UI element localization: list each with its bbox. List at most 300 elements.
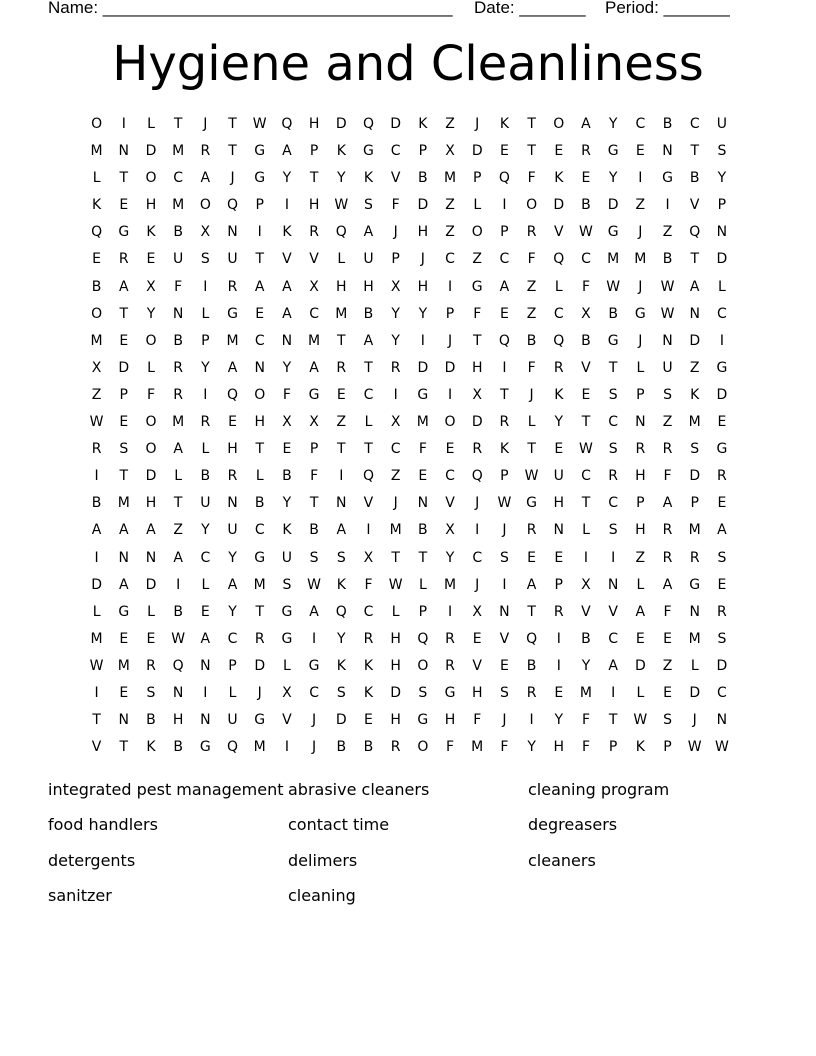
grid-letter[interactable]: E [119,414,129,431]
grid-letter[interactable]: I [502,197,507,214]
grid-letter[interactable]: G [634,305,646,322]
grid-letter[interactable]: Q [553,251,565,268]
grid-letter[interactable]: Y [581,657,591,674]
grid-letter[interactable]: E [119,197,129,214]
grid-letter[interactable]: N [172,684,184,701]
grid-letter[interactable]: K [282,224,292,241]
grid-letter[interactable]: G [607,224,619,241]
grid-letter[interactable]: G [118,224,130,241]
grid-letter[interactable]: X [472,386,483,403]
grid-letter[interactable]: J [638,278,643,295]
grid-letter[interactable]: E [499,657,509,674]
grid-letter[interactable]: T [364,441,373,458]
grid-letter[interactable]: M [172,143,185,160]
grid-letter[interactable]: G [118,603,130,620]
grid-letter[interactable]: E [554,684,564,701]
grid-letter[interactable]: B [173,332,183,349]
grid-letter[interactable]: R [717,468,727,485]
grid-letter[interactable]: W [687,739,702,756]
grid-letter[interactable]: V [390,170,401,187]
date-field[interactable]: Date: _______ [474,0,586,17]
grid-letter[interactable]: C [553,305,564,322]
grid-letter[interactable]: A [363,332,374,349]
grid-letter[interactable]: A [118,278,129,295]
grid-letter[interactable]: X [146,278,156,295]
grid-letter[interactable]: Y [146,305,156,322]
grid-letter[interactable]: X [91,359,102,376]
grid-letter[interactable]: V [282,251,292,268]
grid-letter[interactable]: E [581,386,591,403]
grid-letter[interactable]: D [444,359,456,376]
grid-letter[interactable]: P [663,739,672,756]
grid-letter[interactable]: H [635,522,646,539]
grid-letter[interactable]: Y [228,603,237,620]
grid-letter[interactable]: A [635,603,646,620]
grid-letter[interactable]: I [94,468,99,485]
grid-letter[interactable]: A [227,576,238,593]
grid-letter[interactable]: M [688,414,701,431]
grid-letter[interactable]: Q [281,116,293,132]
grid-letter[interactable]: I [284,197,289,214]
grid-letter[interactable]: N [499,603,510,620]
grid-letter[interactable]: O [91,305,103,322]
grid-letter[interactable]: B [662,251,673,268]
grid-letter[interactable]: N [145,549,157,566]
grid-letter[interactable]: B [200,468,211,485]
grid-letter[interactable]: E [499,143,509,160]
grid-letter[interactable]: O [417,739,429,756]
grid-letter[interactable]: N [417,495,429,512]
grid-letter[interactable]: T [581,414,591,431]
grid-letter[interactable]: H [172,712,184,729]
grid-letter[interactable]: F [527,359,536,376]
grid-letter[interactable]: V [553,224,564,241]
grid-letter[interactable]: X [282,684,292,701]
grid-letter[interactable]: G [716,441,728,458]
grid-letter[interactable]: F [310,468,319,485]
grid-letter[interactable]: T [527,603,536,620]
grid-letter[interactable]: H [227,441,238,458]
grid-letter[interactable]: D [716,386,728,403]
grid-letter[interactable]: I [719,332,724,349]
grid-letter[interactable]: R [173,386,184,403]
grid-letter[interactable]: L [92,170,101,187]
grid-letter[interactable]: R [526,224,537,241]
grid-letter[interactable]: U [227,712,238,729]
grid-letter[interactable]: B [91,278,102,295]
grid-letter[interactable]: G [254,143,266,160]
grid-letter[interactable]: J [475,576,480,593]
grid-letter[interactable]: V [363,495,374,512]
grid-letter[interactable]: T [608,712,618,729]
grid-letter[interactable]: K [363,684,374,701]
grid-letter[interactable]: N [281,332,293,349]
grid-letter[interactable]: L [473,197,482,214]
grid-letter[interactable]: E [717,495,727,512]
grid-letter[interactable]: E [336,386,346,403]
grid-letter[interactable]: V [91,739,102,756]
grid-letter[interactable]: X [200,224,211,241]
grid-letter[interactable]: C [717,684,727,701]
grid-letter[interactable]: P [309,143,319,160]
grid-letter[interactable]: M [389,522,402,539]
grid-letter[interactable]: K [282,522,292,539]
grid-letter[interactable]: B [91,495,102,512]
grid-letter[interactable]: C [689,116,700,132]
grid-letter[interactable]: I [665,197,670,214]
grid-letter[interactable]: E [663,684,672,701]
grid-letter[interactable]: W [714,739,729,756]
grid-letter[interactable]: L [147,359,155,376]
grid-letter[interactable]: H [417,224,429,241]
grid-letter[interactable]: Y [418,305,428,322]
grid-letter[interactable]: S [336,549,346,566]
grid-letter[interactable]: P [119,386,128,403]
name-field[interactable]: Name: _____________________________________ [48,0,453,17]
grid-letter[interactable]: P [228,657,237,674]
grid-letter[interactable]: E [418,468,428,485]
grid-letter[interactable]: T [690,251,699,268]
grid-letter[interactable]: T [255,441,264,458]
grid-letter[interactable]: K [499,441,509,458]
grid-letter[interactable]: N [227,495,238,512]
grid-letter[interactable]: K [499,116,509,132]
grid-letter[interactable]: I [529,712,534,729]
grid-letter[interactable]: G [199,739,211,756]
grid-letter[interactable]: L [147,603,155,620]
grid-letter[interactable]: A [118,522,129,539]
grid-letter[interactable]: N [716,712,728,729]
grid-letter[interactable]: X [581,576,591,593]
grid-letter[interactable]: X [363,549,374,566]
grid-letter[interactable]: I [393,386,398,403]
grid-letter[interactable]: H [553,495,565,512]
grid-letter[interactable]: E [472,630,482,647]
grid-letter[interactable]: Z [445,224,455,241]
grid-letter[interactable]: Y [282,495,292,512]
grid-letter[interactable]: D [390,116,402,132]
grid-letter[interactable]: G [254,170,266,187]
grid-letter[interactable]: E [554,143,564,160]
grid-letter[interactable]: O [145,332,157,349]
grid-letter[interactable]: O [417,657,429,674]
grid-letter[interactable]: J [312,712,317,729]
grid-letter[interactable]: R [445,630,455,647]
grid-letter[interactable]: Q [417,630,429,647]
grid-letter[interactable]: Z [390,468,401,485]
grid-letter[interactable]: W [89,414,104,431]
grid-letter[interactable]: F [446,739,455,756]
grid-letter[interactable]: J [638,332,643,349]
grid-letter[interactable]: W [633,712,648,729]
grid-letter[interactable]: S [146,684,156,701]
grid-letter[interactable]: R [336,359,347,376]
grid-letter[interactable]: F [146,386,155,403]
grid-letter[interactable]: E [527,549,537,566]
grid-letter[interactable]: Y [201,522,210,539]
grid-letter[interactable]: Q [335,603,347,620]
grid-letter[interactable]: H [145,495,157,512]
grid-letter[interactable]: Q [498,170,510,187]
grid-letter[interactable]: C [472,549,483,566]
grid-letter[interactable]: E [119,332,129,349]
grid-letter[interactable]: R [717,603,727,620]
grid-letter[interactable]: S [608,522,618,539]
grid-letter[interactable]: F [663,468,672,485]
grid-letter[interactable]: Z [472,251,483,268]
grid-letter[interactable]: P [255,197,264,214]
grid-letter[interactable]: A [91,522,102,539]
grid-letter[interactable]: V [499,630,510,647]
grid-letter[interactable]: V [309,251,319,268]
grid-letter[interactable]: U [200,495,211,512]
grid-letter[interactable]: E [146,630,156,647]
grid-letter[interactable]: B [689,170,700,187]
grid-letter[interactable]: Z [526,278,537,295]
grid-letter[interactable]: J [420,251,425,268]
grid-letter[interactable]: B [363,305,374,322]
grid-letter[interactable]: F [473,712,482,729]
grid-letter[interactable]: P [608,739,618,756]
grid-letter[interactable]: G [281,630,293,647]
grid-letter[interactable]: M [443,170,457,187]
grid-letter[interactable]: R [608,468,619,485]
grid-letter[interactable]: Z [662,224,673,241]
grid-letter[interactable]: F [581,278,590,295]
grid-letter[interactable]: Q [362,116,374,132]
grid-letter[interactable]: H [417,278,429,295]
grid-letter[interactable]: J [475,116,480,132]
grid-letter[interactable]: U [227,522,238,539]
grid-letter[interactable]: T [608,359,618,376]
grid-letter[interactable]: P [636,386,645,403]
grid-letter[interactable]: W [579,441,593,458]
grid-letter[interactable]: O [526,197,538,214]
grid-letter[interactable]: C [254,522,265,539]
grid-letter[interactable]: F [418,441,427,458]
grid-letter[interactable]: I [611,684,616,701]
grid-letter[interactable]: C [608,414,619,431]
grid-letter[interactable]: D [716,657,728,674]
grid-letter[interactable]: Z [662,414,673,431]
grid-letter[interactable]: U [173,251,184,268]
grid-letter[interactable]: W [660,305,675,322]
grid-letter[interactable]: E [146,251,156,268]
grid-letter[interactable]: J [529,386,534,403]
grid-letter[interactable]: S [200,251,210,268]
grid-letter[interactable]: H [553,739,565,756]
grid-letter[interactable]: W [307,576,322,593]
grid-letter[interactable]: R [390,739,401,756]
grid-letter[interactable]: T [418,549,428,566]
grid-letter[interactable]: I [420,332,425,349]
grid-letter[interactable]: C [499,251,510,268]
grid-letter[interactable]: G [254,712,266,729]
grid-letter[interactable]: A [173,441,183,458]
grid-letter[interactable]: N [118,143,130,160]
grid-letter[interactable]: R [526,522,537,539]
grid-letter[interactable]: R [390,359,401,376]
grid-letter[interactable]: L [201,576,210,593]
grid-letter[interactable]: T [527,441,536,458]
grid-letter[interactable]: K [363,657,374,674]
grid-letter[interactable]: M [226,332,239,349]
grid-letter[interactable]: D [417,197,429,214]
grid-letter[interactable]: A [282,143,292,160]
grid-letter[interactable]: L [690,657,699,674]
grid-letter[interactable]: U [716,116,728,132]
grid-letter[interactable]: C [608,495,619,512]
grid-letter[interactable]: R [635,441,646,458]
grid-letter[interactable]: M [634,251,647,268]
grid-letter[interactable]: S [119,441,129,458]
grid-letter[interactable]: P [500,224,509,241]
grid-letter[interactable]: T [119,305,129,322]
grid-letter[interactable]: K [146,224,156,241]
grid-letter[interactable]: V [472,657,482,674]
grid-letter[interactable]: U [227,251,238,268]
grid-letter[interactable]: A [336,522,347,539]
grid-letter[interactable]: E [663,630,672,647]
grid-letter[interactable]: A [662,495,673,512]
grid-letter[interactable]: G [444,684,456,701]
grid-letter[interactable]: B [418,170,428,187]
grid-letter[interactable]: R [227,278,238,295]
grid-letter[interactable]: D [471,143,483,160]
grid-letter[interactable]: E [554,441,564,458]
grid-letter[interactable]: Y [554,712,564,729]
grid-letter[interactable]: I [203,278,208,295]
grid-letter[interactable]: M [90,332,103,349]
grid-letter[interactable]: D [335,116,347,132]
grid-letter[interactable]: S [499,549,509,566]
grid-letter[interactable]: T [364,359,373,376]
grid-letter[interactable]: A [309,359,319,376]
grid-letter[interactable]: R [662,441,673,458]
grid-letter[interactable]: D [471,414,483,431]
grid-letter[interactable]: I [447,386,453,403]
grid-letter[interactable]: L [418,576,427,593]
grid-letter[interactable]: X [472,603,483,620]
grid-letter[interactable]: A [118,576,129,593]
grid-letter[interactable]: P [445,305,455,322]
grid-letter[interactable]: I [502,359,507,376]
grid-letter[interactable]: Q [335,224,347,241]
grid-letter[interactable]: N [662,332,673,349]
grid-letter[interactable]: F [527,170,536,187]
grid-letter[interactable]: T [391,549,400,566]
grid-letter[interactable]: Q [227,197,239,214]
grid-letter[interactable]: J [257,684,262,701]
grid-letter[interactable]: B [418,522,428,539]
grid-letter[interactable]: I [257,224,262,241]
grid-letter[interactable]: C [363,603,374,620]
grid-letter[interactable]: A [173,549,183,566]
grid-letter[interactable]: K [635,739,645,756]
grid-letter[interactable]: D [335,712,347,729]
grid-letter[interactable]: I [638,170,643,187]
grid-letter[interactable]: Q [227,739,239,756]
grid-letter[interactable]: T [527,116,536,132]
grid-letter[interactable]: C [390,143,401,160]
grid-letter[interactable]: P [690,495,699,512]
grid-letter[interactable]: A [581,116,591,132]
grid-letter[interactable]: I [203,386,208,403]
grid-letter[interactable]: Q [498,332,510,349]
grid-letter[interactable]: I [502,576,507,593]
grid-letter[interactable]: A [254,278,265,295]
grid-letter[interactable]: Y [337,630,346,647]
grid-letter[interactable]: L [92,603,101,620]
grid-letter[interactable]: G [308,386,320,403]
grid-letter[interactable]: I [611,549,616,566]
grid-letter[interactable]: H [635,468,646,485]
grid-letter[interactable]: T [119,170,129,187]
grid-letter[interactable]: B [173,603,183,620]
grid-letter[interactable]: V [445,495,455,512]
grid-letter[interactable]: L [201,305,210,322]
grid-letter[interactable]: R [227,468,238,485]
grid-letter[interactable]: L [337,251,346,268]
grid-letter[interactable]: S [309,549,319,566]
grid-letter[interactable]: C [581,251,591,268]
grid-letter[interactable]: Q [172,657,184,674]
grid-letter[interactable]: D [145,576,157,593]
grid-letter[interactable]: X [445,522,455,539]
grid-letter[interactable]: D [689,468,701,485]
grid-letter[interactable]: O [145,414,157,431]
grid-letter[interactable]: B [173,739,183,756]
grid-letter[interactable]: B [581,332,591,349]
grid-letter[interactable]: T [337,332,346,349]
grid-letter[interactable]: M [172,197,185,214]
grid-letter[interactable]: M [117,495,130,512]
grid-letter[interactable]: R [445,657,455,674]
grid-letter[interactable]: E [635,630,645,647]
grid-letter[interactable]: O [199,197,211,214]
grid-letter[interactable]: O [91,116,103,132]
grid-letter[interactable]: Y [201,359,210,376]
grid-letter[interactable]: Q [553,332,565,349]
grid-letter[interactable]: I [475,522,480,539]
grid-letter[interactable]: U [553,468,564,485]
grid-letter[interactable]: N [118,712,130,729]
grid-letter[interactable]: L [201,441,210,458]
grid-letter[interactable]: G [471,278,483,295]
grid-letter[interactable]: S [663,712,672,729]
grid-letter[interactable]: S [282,576,292,593]
grid-letter[interactable]: B [608,305,618,322]
grid-letter[interactable]: H [308,116,320,132]
grid-letter[interactable]: E [635,143,645,160]
grid-letter[interactable]: D [145,143,157,160]
grid-letter[interactable]: R [309,224,319,241]
grid-letter[interactable]: H [363,278,374,295]
grid-letter[interactable]: T [228,116,237,132]
grid-letter[interactable]: N [336,495,347,512]
grid-letter[interactable]: O [444,414,456,431]
grid-letter[interactable]: W [334,197,349,214]
grid-letter[interactable]: C [309,305,319,322]
grid-letter[interactable]: X [390,414,401,431]
grid-letter[interactable]: Z [635,549,646,566]
grid-letter[interactable]: K [92,197,102,214]
grid-letter[interactable]: Z [173,522,183,539]
grid-letter[interactable]: S [364,197,373,214]
grid-letter[interactable]: E [581,170,591,187]
grid-letter[interactable]: G [662,170,673,187]
grid-letter[interactable]: F [473,305,482,322]
